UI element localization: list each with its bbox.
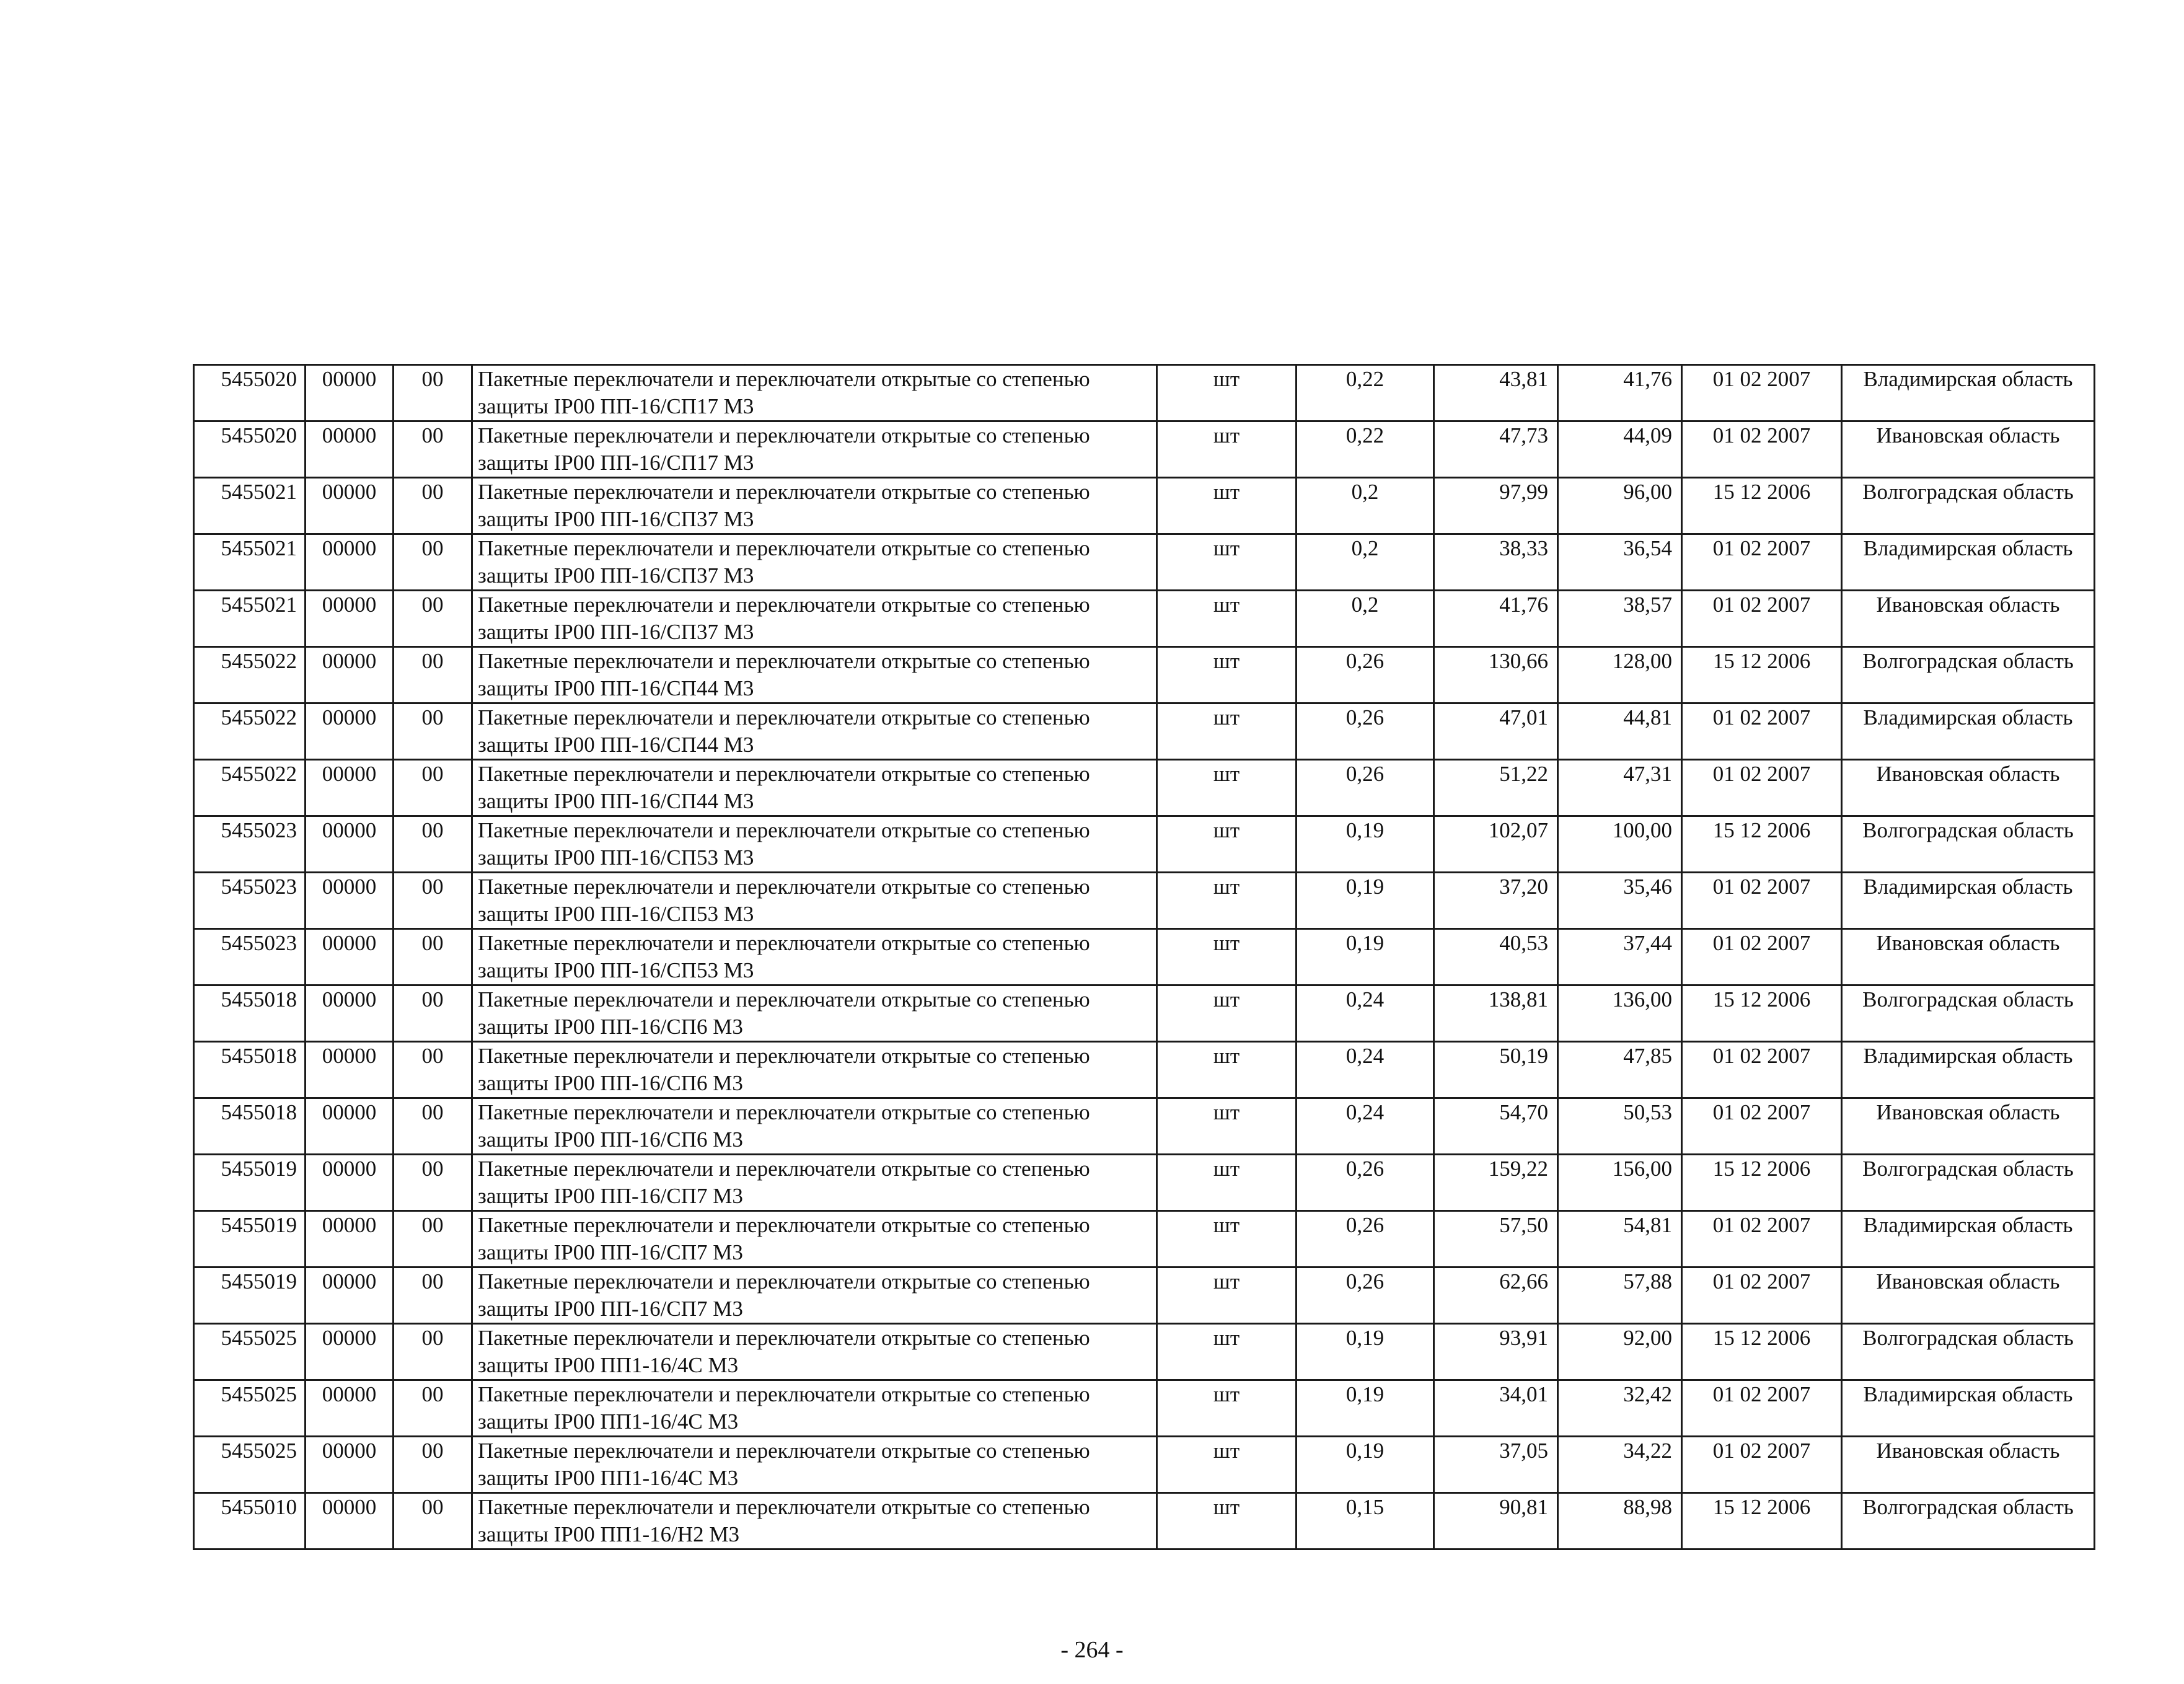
variant-code-cell: 00	[394, 873, 472, 929]
sub-code-cell: 00000	[306, 1155, 394, 1211]
product-name-cell: Пакетные переключатели и переключатели открытые со степенью защиты IP00 ПП-16/СП53 М3	[472, 873, 1157, 929]
price-base-cell: 41,76	[1558, 365, 1682, 421]
price-total-cell: 34,01	[1434, 1380, 1558, 1437]
variant-code-cell: 00	[394, 534, 472, 591]
product-code-cell: 5455022	[194, 647, 306, 703]
weight-cell: 0,19	[1297, 1437, 1434, 1493]
price-total-cell: 47,01	[1434, 703, 1558, 760]
price-total-cell: 37,05	[1434, 1437, 1558, 1493]
product-code-cell: 5455025	[194, 1380, 306, 1437]
price-base-cell: 50,53	[1558, 1098, 1682, 1155]
price-total-cell: 37,20	[1434, 873, 1558, 929]
date-cell: 15 12 2006	[1682, 816, 1842, 873]
weight-cell: 0,19	[1297, 929, 1434, 985]
sub-code-cell: 00000	[306, 1324, 394, 1380]
date-cell: 15 12 2006	[1682, 1155, 1842, 1211]
variant-code-cell: 00	[394, 1042, 472, 1098]
region-cell: Владимирская область	[1842, 1380, 2095, 1437]
sub-code-cell: 00000	[306, 1380, 394, 1437]
product-code-cell: 5455025	[194, 1324, 306, 1380]
unit-cell: шт	[1157, 1380, 1297, 1437]
table-row	[194, 1324, 2095, 1380]
sub-code-cell: 00000	[306, 816, 394, 873]
table-row	[194, 1098, 2095, 1155]
price-total-cell: 43,81	[1434, 365, 1558, 421]
region-cell: Владимирская область	[1842, 703, 2095, 760]
date-cell: 01 02 2007	[1682, 703, 1842, 760]
price-base-cell: 35,46	[1558, 873, 1682, 929]
product-code-cell: 5455022	[194, 703, 306, 760]
product-code-cell: 5455022	[194, 760, 306, 816]
price-base-cell: 128,00	[1558, 647, 1682, 703]
unit-cell: шт	[1157, 1098, 1297, 1155]
product-code-cell: 5455021	[194, 478, 306, 534]
product-name-cell: Пакетные переключатели и переключатели открытые со степенью защиты IP00 ПП-16/СП6 М3	[472, 1042, 1157, 1098]
sub-code-cell: 00000	[306, 365, 394, 421]
product-code-cell: 5455023	[194, 873, 306, 929]
table-row	[194, 365, 2095, 421]
price-total-cell: 90,81	[1434, 1493, 1558, 1550]
date-cell: 15 12 2006	[1682, 647, 1842, 703]
date-cell: 15 12 2006	[1682, 1324, 1842, 1380]
unit-cell: шт	[1157, 985, 1297, 1042]
date-cell: 01 02 2007	[1682, 421, 1842, 478]
unit-cell: шт	[1157, 873, 1297, 929]
table-row	[194, 1211, 2095, 1267]
price-base-cell: 37,44	[1558, 929, 1682, 985]
price-base-cell: 92,00	[1558, 1324, 1682, 1380]
variant-code-cell: 00	[394, 1211, 472, 1267]
sub-code-cell: 00000	[306, 985, 394, 1042]
price-base-cell: 44,81	[1558, 703, 1682, 760]
product-name-cell: Пакетные переключатели и переключатели открытые со степенью защиты IP00 ПП-16/СП44 М3	[472, 647, 1157, 703]
variant-code-cell: 00	[394, 421, 472, 478]
price-total-cell: 51,22	[1434, 760, 1558, 816]
table-row	[194, 760, 2095, 816]
table-row	[194, 647, 2095, 703]
variant-code-cell: 00	[394, 1267, 472, 1324]
weight-cell: 0,19	[1297, 1324, 1434, 1380]
unit-cell: шт	[1157, 1042, 1297, 1098]
price-base-cell: 47,85	[1558, 1042, 1682, 1098]
weight-cell: 0,24	[1297, 1098, 1434, 1155]
region-cell: Волгоградская область	[1842, 985, 2095, 1042]
weight-cell: 0,26	[1297, 1267, 1434, 1324]
date-cell: 01 02 2007	[1682, 365, 1842, 421]
region-cell: Владимирская область	[1842, 1211, 2095, 1267]
date-cell: 01 02 2007	[1682, 1098, 1842, 1155]
unit-cell: шт	[1157, 421, 1297, 478]
price-total-cell: 54,70	[1434, 1098, 1558, 1155]
unit-cell: шт	[1157, 1211, 1297, 1267]
region-cell: Волгоградская область	[1842, 1493, 2095, 1550]
date-cell: 01 02 2007	[1682, 873, 1842, 929]
product-code-cell: 5455020	[194, 421, 306, 478]
unit-cell: шт	[1157, 534, 1297, 591]
table-row	[194, 1493, 2095, 1550]
unit-cell: шт	[1157, 591, 1297, 647]
region-cell: Ивановская область	[1842, 1267, 2095, 1324]
date-cell: 01 02 2007	[1682, 534, 1842, 591]
variant-code-cell: 00	[394, 591, 472, 647]
price-base-cell: 34,22	[1558, 1437, 1682, 1493]
product-name-cell: Пакетные переключатели и переключатели открытые со степенью защиты IP00 ПП-16/СП7 М3	[472, 1211, 1157, 1267]
product-code-cell: 5455025	[194, 1437, 306, 1493]
price-base-cell: 44,09	[1558, 421, 1682, 478]
price-total-cell: 130,66	[1434, 647, 1558, 703]
variant-code-cell: 00	[394, 703, 472, 760]
price-base-cell: 88,98	[1558, 1493, 1682, 1550]
region-cell: Волгоградская область	[1842, 478, 2095, 534]
unit-cell: шт	[1157, 1267, 1297, 1324]
region-cell: Ивановская область	[1842, 760, 2095, 816]
weight-cell: 0,22	[1297, 421, 1434, 478]
variant-code-cell: 00	[394, 647, 472, 703]
sub-code-cell: 00000	[306, 1211, 394, 1267]
region-cell: Владимирская область	[1842, 534, 2095, 591]
region-cell: Волгоградская область	[1842, 647, 2095, 703]
unit-cell: шт	[1157, 1324, 1297, 1380]
price-total-cell: 57,50	[1434, 1211, 1558, 1267]
weight-cell: 0,22	[1297, 365, 1434, 421]
weight-cell: 0,26	[1297, 1211, 1434, 1267]
date-cell: 01 02 2007	[1682, 1437, 1842, 1493]
price-base-cell: 38,57	[1558, 591, 1682, 647]
product-code-cell: 5455021	[194, 534, 306, 591]
weight-cell: 0,26	[1297, 647, 1434, 703]
price-total-cell: 102,07	[1434, 816, 1558, 873]
date-cell: 01 02 2007	[1682, 1042, 1842, 1098]
table-row	[194, 703, 2095, 760]
price-base-cell: 156,00	[1558, 1155, 1682, 1211]
price-table	[193, 364, 2095, 1550]
product-name-cell: Пакетные переключатели и переключатели открытые со степенью защиты IP00 ПП1-16/4С М3	[472, 1437, 1157, 1493]
product-name-cell: Пакетные переключатели и переключатели открытые со степенью защиты IP00 ПП-16/СП53 М3	[472, 816, 1157, 873]
date-cell: 15 12 2006	[1682, 985, 1842, 1042]
unit-cell: шт	[1157, 365, 1297, 421]
page-number: - 264 -	[1060, 1637, 1124, 1663]
price-total-cell: 40,53	[1434, 929, 1558, 985]
weight-cell: 0,24	[1297, 985, 1434, 1042]
table-row	[194, 534, 2095, 591]
table-row	[194, 929, 2095, 985]
table-row	[194, 1042, 2095, 1098]
product-code-cell: 5455019	[194, 1211, 306, 1267]
price-base-cell: 54,81	[1558, 1211, 1682, 1267]
product-name-cell: Пакетные переключатели и переключатели открытые со степенью защиты IP00 ПП-16/СП6 М3	[472, 1098, 1157, 1155]
product-code-cell: 5455019	[194, 1267, 306, 1324]
variant-code-cell: 00	[394, 1380, 472, 1437]
variant-code-cell: 00	[394, 1493, 472, 1550]
product-name-cell: Пакетные переключатели и переключатели открытые со степенью защиты IP00 ПП-16/СП7 М3	[472, 1267, 1157, 1324]
table-row	[194, 478, 2095, 534]
sub-code-cell: 00000	[306, 703, 394, 760]
weight-cell: 0,26	[1297, 1155, 1434, 1211]
table-row	[194, 591, 2095, 647]
date-cell: 01 02 2007	[1682, 1211, 1842, 1267]
region-cell: Ивановская область	[1842, 929, 2095, 985]
product-name-cell: Пакетные переключатели и переключатели открытые со степенью защиты IP00 ПП-16/СП17 М3	[472, 365, 1157, 421]
sub-code-cell: 00000	[306, 1267, 394, 1324]
region-cell: Ивановская область	[1842, 1098, 2095, 1155]
date-cell: 15 12 2006	[1682, 1493, 1842, 1550]
price-total-cell: 62,66	[1434, 1267, 1558, 1324]
unit-cell: шт	[1157, 816, 1297, 873]
weight-cell: 0,26	[1297, 703, 1434, 760]
date-cell: 01 02 2007	[1682, 760, 1842, 816]
variant-code-cell: 00	[394, 985, 472, 1042]
product-code-cell: 5455020	[194, 365, 306, 421]
product-name-cell: Пакетные переключатели и переключатели открытые со степенью защиты IP00 ПП-16/СП44 М3	[472, 760, 1157, 816]
sub-code-cell: 00000	[306, 647, 394, 703]
date-cell: 01 02 2007	[1682, 591, 1842, 647]
weight-cell: 0,2	[1297, 478, 1434, 534]
product-name-cell: Пакетные переключатели и переключатели открытые со степенью защиты IP00 ПП-16/СП7 М3	[472, 1155, 1157, 1211]
price-total-cell: 138,81	[1434, 985, 1558, 1042]
product-code-cell: 5455019	[194, 1155, 306, 1211]
unit-cell: шт	[1157, 760, 1297, 816]
product-name-cell: Пакетные переключатели и переключатели открытые со степенью защиты IP00 ПП-16/СП37 М3	[472, 478, 1157, 534]
product-code-cell: 5455023	[194, 816, 306, 873]
price-base-cell: 36,54	[1558, 534, 1682, 591]
price-total-cell: 93,91	[1434, 1324, 1558, 1380]
region-cell: Ивановская область	[1842, 1437, 2095, 1493]
date-cell: 01 02 2007	[1682, 929, 1842, 985]
variant-code-cell: 00	[394, 1324, 472, 1380]
sub-code-cell: 00000	[306, 873, 394, 929]
product-code-cell: 5455018	[194, 1098, 306, 1155]
unit-cell: шт	[1157, 929, 1297, 985]
table-row	[194, 873, 2095, 929]
unit-cell: шт	[1157, 1437, 1297, 1493]
date-cell: 15 12 2006	[1682, 478, 1842, 534]
table-row	[194, 816, 2095, 873]
variant-code-cell: 00	[394, 365, 472, 421]
region-cell: Владимирская область	[1842, 365, 2095, 421]
price-base-cell: 32,42	[1558, 1380, 1682, 1437]
table-row	[194, 1267, 2095, 1324]
weight-cell: 0,19	[1297, 1380, 1434, 1437]
price-base-cell: 47,31	[1558, 760, 1682, 816]
region-cell: Владимирская область	[1842, 873, 2095, 929]
product-name-cell: Пакетные переключатели и переключатели открытые со степенью защиты IP00 ПП-16/СП53 М3	[472, 929, 1157, 985]
sub-code-cell: 00000	[306, 1493, 394, 1550]
table-row	[194, 985, 2095, 1042]
date-cell: 01 02 2007	[1682, 1380, 1842, 1437]
variant-code-cell: 00	[394, 929, 472, 985]
price-total-cell: 47,73	[1434, 421, 1558, 478]
region-cell: Владимирская область	[1842, 1042, 2095, 1098]
price-total-cell: 159,22	[1434, 1155, 1558, 1211]
table-row	[194, 1380, 2095, 1437]
product-code-cell: 5455023	[194, 929, 306, 985]
region-cell: Ивановская область	[1842, 421, 2095, 478]
region-cell: Ивановская область	[1842, 591, 2095, 647]
variant-code-cell: 00	[394, 478, 472, 534]
price-base-cell: 96,00	[1558, 478, 1682, 534]
sub-code-cell: 00000	[306, 421, 394, 478]
table-row	[194, 421, 2095, 478]
unit-cell: шт	[1157, 1155, 1297, 1211]
region-cell: Волгоградская область	[1842, 1155, 2095, 1211]
variant-code-cell: 00	[394, 1098, 472, 1155]
table-row	[194, 1437, 2095, 1493]
sub-code-cell: 00000	[306, 591, 394, 647]
sub-code-cell: 00000	[306, 534, 394, 591]
date-cell: 01 02 2007	[1682, 1267, 1842, 1324]
product-code-cell: 5455021	[194, 591, 306, 647]
product-code-cell: 5455010	[194, 1493, 306, 1550]
price-total-cell: 97,99	[1434, 478, 1558, 534]
sub-code-cell: 00000	[306, 1042, 394, 1098]
weight-cell: 0,2	[1297, 591, 1434, 647]
variant-code-cell: 00	[394, 1155, 472, 1211]
unit-cell: шт	[1157, 1493, 1297, 1550]
region-cell: Волгоградская область	[1842, 1324, 2095, 1380]
unit-cell: шт	[1157, 478, 1297, 534]
price-total-cell: 41,76	[1434, 591, 1558, 647]
sub-code-cell: 00000	[306, 760, 394, 816]
unit-cell: шт	[1157, 647, 1297, 703]
price-total-cell: 50,19	[1434, 1042, 1558, 1098]
weight-cell: 0,2	[1297, 534, 1434, 591]
sub-code-cell: 00000	[306, 478, 394, 534]
product-name-cell: Пакетные переключатели и переключатели открытые со степенью защиты IP00 ПП1-16/4С М3	[472, 1380, 1157, 1437]
price-base-cell: 57,88	[1558, 1267, 1682, 1324]
price-base-cell: 136,00	[1558, 985, 1682, 1042]
variant-code-cell: 00	[394, 760, 472, 816]
table-body	[194, 365, 2095, 1550]
product-name-cell: Пакетные переключатели и переключатели открытые со степенью защиты IP00 ПП-16/СП44 М3	[472, 703, 1157, 760]
table-row	[194, 1155, 2095, 1211]
price-total-cell: 38,33	[1434, 534, 1558, 591]
product-name-cell: Пакетные переключатели и переключатели открытые со степенью защиты IP00 ПП1-16/Н2 М3	[472, 1493, 1157, 1550]
product-name-cell: Пакетные переключатели и переключатели открытые со степенью защиты IP00 ПП-16/СП37 М3	[472, 534, 1157, 591]
region-cell: Волгоградская область	[1842, 816, 2095, 873]
sub-code-cell: 00000	[306, 929, 394, 985]
weight-cell: 0,19	[1297, 816, 1434, 873]
product-name-cell: Пакетные переключатели и переключатели открытые со степенью защиты IP00 ПП-16/СП17 М3	[472, 421, 1157, 478]
product-name-cell: Пакетные переключатели и переключатели открытые со степенью защиты IP00 ПП-16/СП6 М3	[472, 985, 1157, 1042]
product-name-cell: Пакетные переключатели и переключатели открытые со степенью защиты IP00 ПП-16/СП37 М3	[472, 591, 1157, 647]
weight-cell: 0,19	[1297, 873, 1434, 929]
weight-cell: 0,26	[1297, 760, 1434, 816]
product-code-cell: 5455018	[194, 1042, 306, 1098]
weight-cell: 0,15	[1297, 1493, 1434, 1550]
sub-code-cell: 00000	[306, 1098, 394, 1155]
variant-code-cell: 00	[394, 816, 472, 873]
variant-code-cell: 00	[394, 1437, 472, 1493]
product-name-cell: Пакетные переключатели и переключатели открытые со степенью защиты IP00 ПП1-16/4С М3	[472, 1324, 1157, 1380]
price-base-cell: 100,00	[1558, 816, 1682, 873]
unit-cell: шт	[1157, 703, 1297, 760]
weight-cell: 0,24	[1297, 1042, 1434, 1098]
sub-code-cell: 00000	[306, 1437, 394, 1493]
product-code-cell: 5455018	[194, 985, 306, 1042]
